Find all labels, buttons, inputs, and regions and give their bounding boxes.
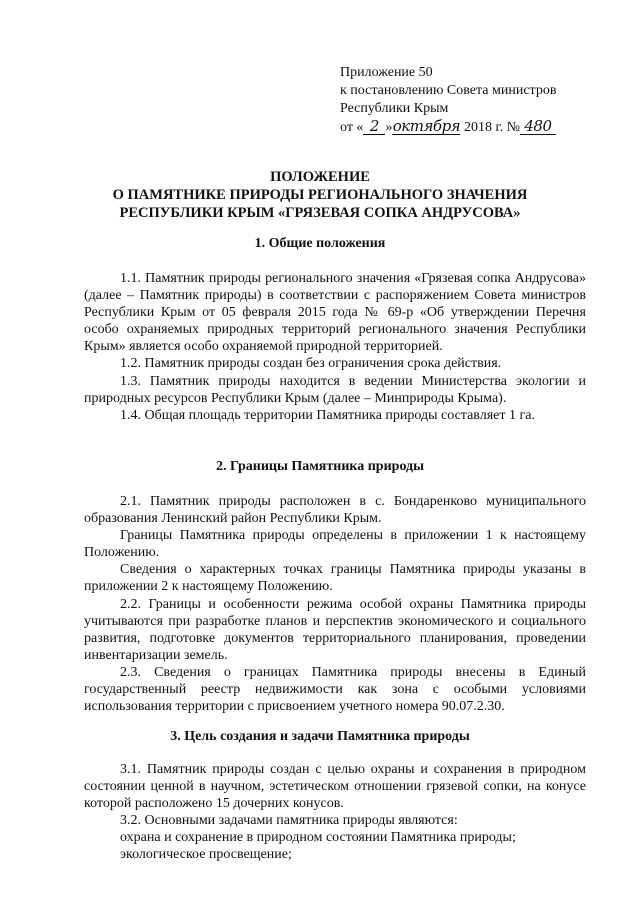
section-2-body xyxy=(84,493,586,715)
section-3-body xyxy=(84,761,586,864)
paragraph-1-2: 1.2. Памятник природы создан без ограничения срока действия. xyxy=(120,356,502,372)
paragraph-1-3: 1.3. Памятник природы находится в ведении Министерства экологии и природных ресурсов Республики Крым (далее – Минприроды Крыма). xyxy=(84,373,586,406)
date-year: 2018 г. № xyxy=(463,120,520,135)
title-line-3: РЕСПУБЛИКИ КРЫМ «ГРЯЗЕВАЯ СОПКА АНДРУСОВА» xyxy=(119,205,521,221)
date-mid: » xyxy=(385,120,393,135)
paragraph-2-1: 2.1. Памятник природы расположен в с. Бондаренково муниципального образования Ленинский район Республики Крым. xyxy=(84,494,586,527)
paragraph-1-4: 1.4. Общая площадь территории Памятника природы составляет 1 га. xyxy=(120,407,535,423)
section-1-heading: 1. Общие положения xyxy=(254,236,386,251)
title-line-1: ПОЛОЖЕНИЕ xyxy=(270,169,370,185)
section-3-heading: 3. Цель создания и задачи Памятника природы xyxy=(170,729,470,744)
section-1-body xyxy=(84,270,586,424)
paragraph-2-1b: Сведения о характерных точках границы Памятника природы указаны в приложении 2 к настоящему Положению. xyxy=(84,562,586,595)
section-2-heading: 2. Границы Памятника природы xyxy=(215,459,425,474)
date-month: октября xyxy=(392,117,461,135)
paragraph-2-2: 2.2. Границы и особенности режима особой охраны Памятника природы учитываются при разработке планов и перспектив экономического и социального развития, подготовке документов территориального планирования, проведении инвентаризации земель. xyxy=(84,596,586,663)
date-day: 2 xyxy=(363,118,385,135)
document-number: 480 xyxy=(520,118,556,135)
list-item-2: экологическое просвещение; xyxy=(120,847,292,863)
date-prefix: от « xyxy=(340,120,364,135)
appendix-line-2: к постановлению Совета министров xyxy=(340,83,557,98)
appendix-line-1: Приложение 50 xyxy=(340,65,433,80)
list-item-1: охрана и сохранение в природном состоянии Памятника природы; xyxy=(120,830,516,846)
paragraph-3-1: 3.1. Памятник природы создан с целью охраны и сохранения в природном состоянии ценной в научном, эстетическом отношении грязевой сопки, на конусе которой расположено 15 дочерних конусов. xyxy=(84,762,586,812)
document-title xyxy=(60,168,580,222)
appendix-date-line xyxy=(340,118,610,137)
paragraph-3-2: 3.2. Основными задачами памятника природы являются: xyxy=(120,813,458,829)
appendix-block xyxy=(340,64,610,137)
paragraph-2-3: 2.3. Сведения о границах Памятника природы внесены в Единый государственный реестр недвижимости как зона с особыми условиями использования территории с присвоением учетного номера 90.07.2.30. xyxy=(84,664,586,715)
paragraph-1-1: 1.1. Памятник природы регионального значения «Грязевая сопка Андрусова» (далее – Памятник природы) в соответствии с распоряжением Совета министров Республики Крым от 05 февраля 2015 года № 69-р «Об утверждении Перечня особо охраняемых природных территорий регионального значения Республики Крым» является особо охраняемой природной территорией. xyxy=(84,271,586,355)
title-line-2: О ПАМЯТНИКЕ ПРИРОДЫ РЕГИОНАЛЬНОГО ЗНАЧЕНИЯ xyxy=(112,187,528,203)
paragraph-2-1a: Границы Памятника природы определены в приложении 1 к настоящему Положению. xyxy=(84,528,586,561)
appendix-line-3: Республики Крым xyxy=(340,101,449,116)
